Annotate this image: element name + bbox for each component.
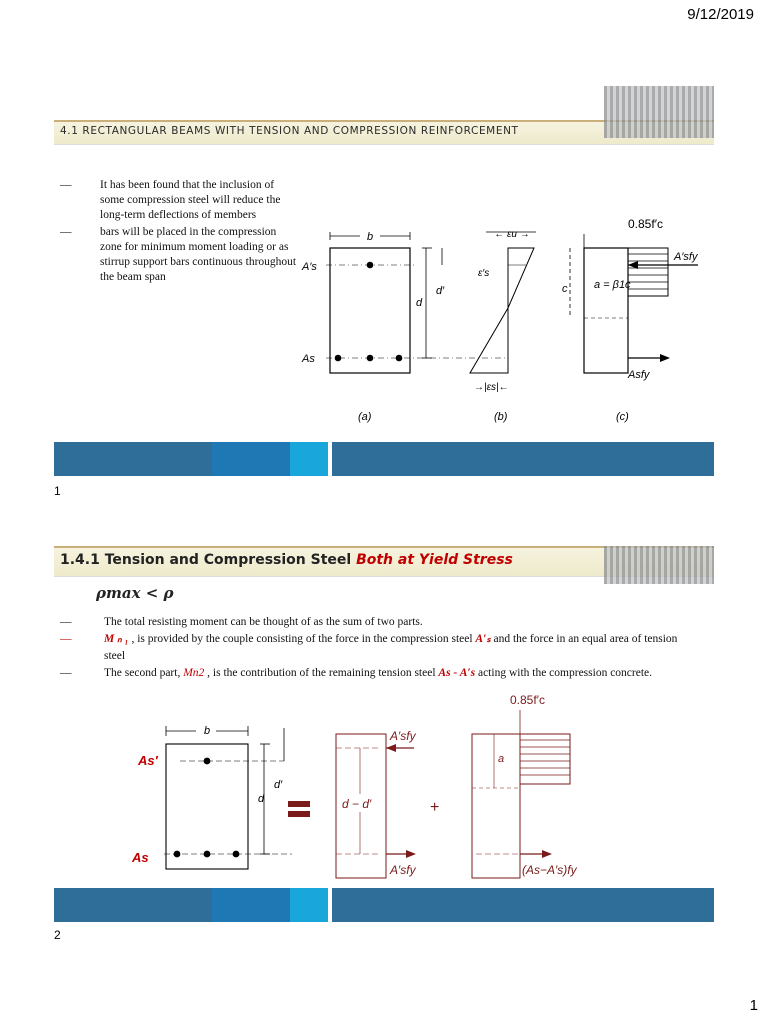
print-date: 9/12/2019 xyxy=(687,6,754,23)
label-as: As xyxy=(132,850,149,865)
page-number: 1 xyxy=(749,997,758,1014)
label-d: d xyxy=(258,793,265,805)
label-d: d xyxy=(416,297,423,309)
slide-2 xyxy=(54,538,714,942)
label-b: b xyxy=(203,725,211,737)
label-eps-u: ← εu → xyxy=(494,229,530,240)
label-b: b xyxy=(366,231,374,243)
slide-2-bullets xyxy=(60,614,700,682)
list-item: — The second part, Mn2 , is the contribution of the remaining tension steel As - A′s acting with the compression concrete. xyxy=(60,667,653,679)
slide-1-title: 4.1 RECTANGULAR BEAMS WITH TENSION AND COMPRESSION REINFORCEMENT xyxy=(60,125,519,137)
list-item: — It has been found that the inclusion of some compression steel will reduce the long-term deflections of members xyxy=(60,179,281,221)
slide-1-number: 1 xyxy=(54,484,61,498)
slide-1-footer-bar xyxy=(54,442,714,476)
plus-sign: + xyxy=(430,799,440,816)
rho-condition: ρmax < ρ xyxy=(96,584,174,602)
slide-1 xyxy=(54,88,714,498)
slide-2-title: 1.4.1 Tension and Compression Steel Both at Yield Stress xyxy=(60,552,513,568)
caption-a: (a) xyxy=(358,411,372,423)
label-as-diff-fy: (As−A′s)fy xyxy=(522,863,577,877)
label-d-prime: d′ xyxy=(436,285,445,297)
slide-1-header-image xyxy=(604,86,714,138)
list-item: — M ₙ ₁ , is provided by the couple consisting of the force in the compression steel A′ₛ and the force in an equal area of tension steel xyxy=(60,633,678,662)
moment-decomposition-diagram xyxy=(124,684,624,884)
label-as: As xyxy=(302,353,315,365)
label-c: c xyxy=(562,283,568,295)
label-085fc: 0.85f′c xyxy=(628,217,663,231)
list-item: — The total resisting moment can be thought of as the sum of two parts. xyxy=(60,616,423,628)
label-d-prime: d′ xyxy=(274,779,283,791)
slide-2-number: 2 xyxy=(54,928,61,942)
slide-2-footer-bar xyxy=(54,888,714,922)
label-as-prime-fy-top: A′sfy xyxy=(390,729,416,743)
label-as-prime-fy-bot: A′sfy xyxy=(390,863,416,877)
label-eps-s-prime: ε′s xyxy=(478,268,490,279)
caption-c: (c) xyxy=(616,411,629,423)
label-a-beta: a = β1c xyxy=(594,279,631,291)
slide-1-bullets xyxy=(60,178,300,287)
label-as-prime-fy: A′sfy xyxy=(674,251,698,263)
beam-strain-stress-diagram xyxy=(298,208,708,423)
label-085fc: 0.85f′c xyxy=(510,693,545,707)
label-eps-s: →|εs|← xyxy=(474,382,509,393)
label-a: a xyxy=(498,753,505,765)
label-d-minus-d-prime: d − d′ xyxy=(342,797,372,811)
label-as-fy: Asfy xyxy=(628,369,650,381)
label-as-prime: As′ xyxy=(138,753,158,768)
slide-2-header-image xyxy=(604,546,714,584)
caption-b: (b) xyxy=(494,411,508,423)
label-as-prime: A′s xyxy=(302,261,317,273)
list-item: — bars will be placed in the compression zone for minimum moment loading or as stirrup support bars continuous throughout the beam span xyxy=(60,226,297,283)
